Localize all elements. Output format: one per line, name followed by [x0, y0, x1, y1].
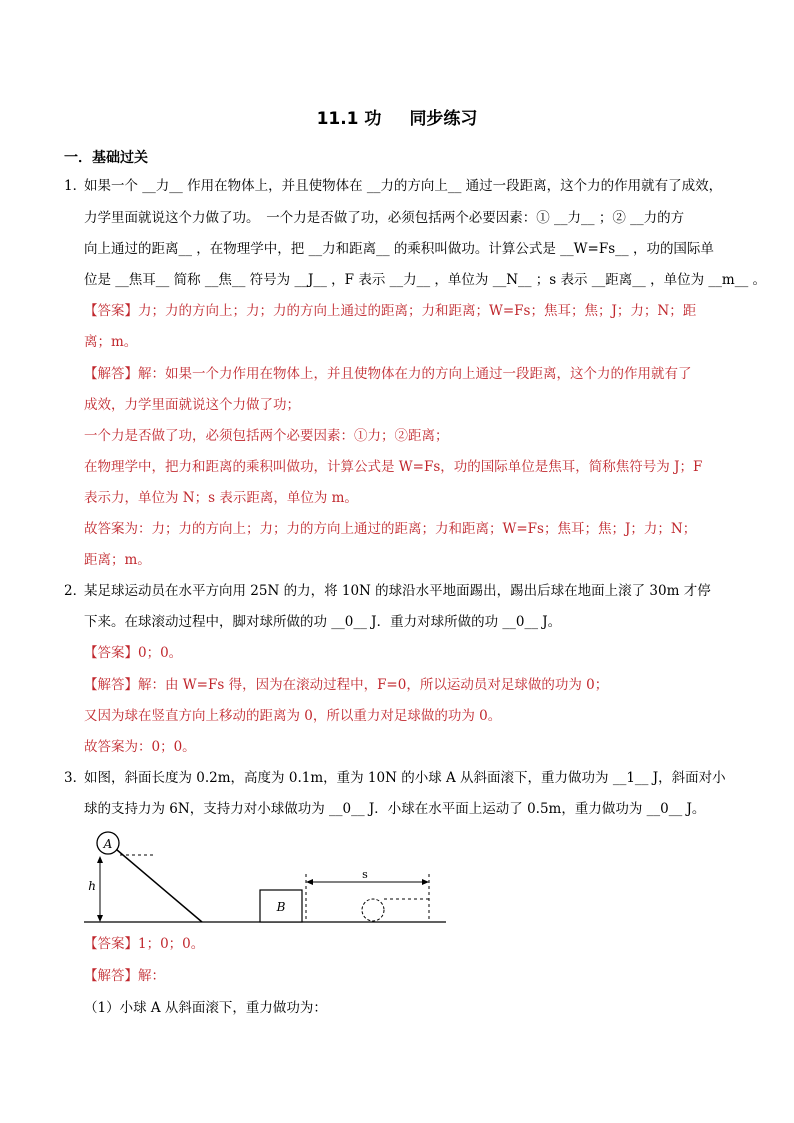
q1-line-4: 位是 __焦耳__ 简称 __焦__ 符号为 __J__ ，F 表示 __力__ ，单位为 __N__ ；s 表示 __距离__ ，单位为 __m__ 。 [84, 272, 766, 288]
ball-a-label: A [103, 837, 113, 851]
q2-line-2: 下来。在球滚动过程中，脚对球所做的功 __0__ J．重力对球所做的功 __0__ J。 [84, 614, 562, 630]
incline-figure [84, 826, 454, 930]
q3-solution-1: 【解答】解： [84, 968, 165, 984]
height-label: h [88, 879, 96, 893]
q2-answer: 【答案】0；0。 [84, 645, 183, 661]
q2-solution-3: 故答案为：0；0。 [84, 739, 196, 755]
q2-line-1: 某足球运动员在水平方向用 25N 的力，将 10N 的球沿水平地面踢出，踢出后球在地面上滚了 30m 才停 [84, 583, 711, 599]
q1-solution-6: 故答案为：力；力的方向上；力；力的方向上通过的距离；力和距离；W=Fs；焦耳；焦；J；力；N； [84, 521, 697, 537]
q3-solution-2: （1）小球 A 从斜面滚下，重力做功为： [84, 1000, 327, 1016]
q1-line-2: 力学里面就说这个力做了功。 一个力是否做了功，必须包括两个必要因素：① __力__ ；② __力的方 [84, 210, 685, 226]
section-heading: 一．基础过关 [64, 150, 148, 166]
q1-answer-1: 【答案】力；力的方向上；力；力的方向上通过的距离；力和距离；W=Fs；焦耳；焦；J；力；N；距 [84, 303, 697, 319]
q1-solution-2: 成效，力学里面就说这个力做了功； [84, 397, 300, 413]
distance-label: s [362, 868, 368, 881]
q1-solution-4: 在物理学中，把力和距离的乘积叫做功，计算公式是 W=Fs，功的国际单位是焦耳，简称焦符号为 J；F [84, 459, 703, 475]
q2-solution-2: 又因为球在竖直方向上移动的距离为 0，所以重力对足球做的功为 0。 [84, 708, 502, 724]
title-part-b: 同步练习 [409, 109, 478, 129]
ball-end-position [362, 899, 384, 921]
block-b-label: B [276, 900, 286, 914]
q3-line-1: 如图，斜面长度为 0.2m，高度为 0.1m，重为 10N 的小球 A 从斜面滚下，重力做功为 __1__ J，斜面对小 [84, 770, 726, 786]
q3-number: 3． [64, 770, 87, 786]
q1-solution-1: 【解答】解：如果一个力作用在物体上，并且使物体在力的方向上通过一段距离，这个力的作用就有了 [84, 366, 692, 382]
q1-number: 1． [64, 178, 87, 194]
q1-line-3: 向上通过的距离__ ，在物理学中，把 __力和距离__ 的乘积叫做功。计算公式是 __W=Fs__ ，功的国际单 [84, 241, 714, 257]
q2-solution-1: 【解答】解：由 W=Fs 得，因为在滚动过程中，F=0，所以运动员对足球做的功为 0； [84, 677, 609, 693]
q1-solution-7: 距离；m。 [84, 552, 151, 568]
q2-number: 2． [64, 583, 87, 599]
page-title [0, 104, 794, 129]
q1-line-1: 如果一个 __力__ 作用在物体上，并且使物体在 __力的方向上__ 通过一段距离，这个力的作用就有了成效， [84, 178, 723, 194]
q1-solution-5: 表示力，单位为 N；s 表示距离，单位为 m。 [84, 490, 358, 506]
q1-answer-2: 离；m。 [84, 334, 138, 350]
title-part-a: 11.1 功 [316, 109, 382, 129]
q3-line-2: 球的支持力为 6N，支持力对小球做功为 __0__ J．小球在水平面上运动了 0.5m，重力做功为 __0__ J。 [84, 801, 706, 817]
q3-answer: 【答案】1；0；0。 [84, 936, 205, 952]
q1-solution-3: 一个力是否做了功，必须包括两个必要因素：①力；②距离； [84, 428, 449, 444]
